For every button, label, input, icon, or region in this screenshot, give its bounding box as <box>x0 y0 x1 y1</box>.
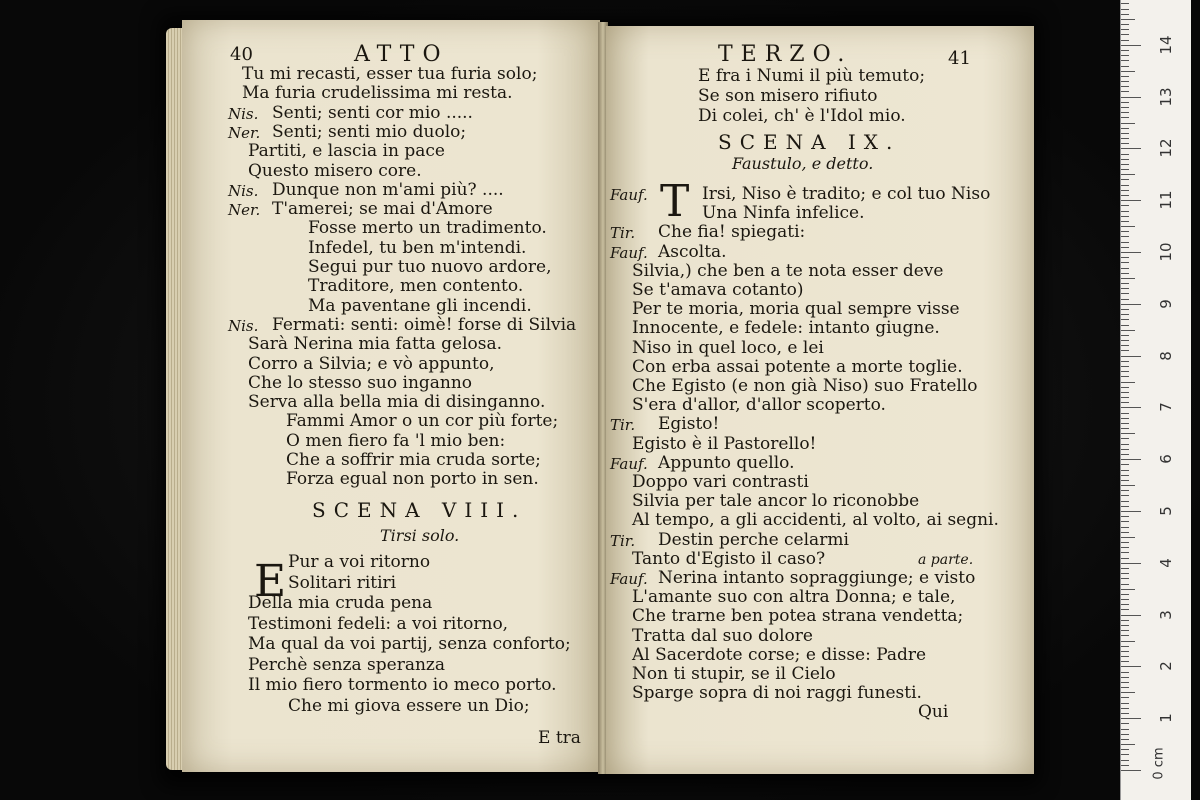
ruler-tick <box>1121 40 1129 41</box>
ruler-tick <box>1121 128 1129 129</box>
ruler-tick <box>1121 397 1129 398</box>
verse-line: Serva alla bella mia di disinganno. <box>248 392 546 413</box>
aside-note: a parte. <box>918 552 974 568</box>
ruler-tick <box>1121 495 1129 496</box>
verse-line: Solitari ritiri <box>288 572 397 593</box>
ruler-tick <box>1121 511 1141 512</box>
verse-line: Ma furia crudelissima mi resta. <box>242 83 513 104</box>
ruler-tick <box>1121 376 1129 377</box>
verse-line: Che trarne ben potea strana vendetta; <box>632 606 964 627</box>
ruler-number: 11 <box>1157 190 1175 210</box>
verse-line: Fammi Amor o un cor più forte; <box>286 411 559 432</box>
verse-line: Irsi, Niso è tradito; e col tuo Niso <box>702 184 991 204</box>
ruler-tick <box>1121 221 1129 222</box>
ruler-tick <box>1121 527 1129 528</box>
ruler-number: 6 <box>1157 454 1175 464</box>
verse-line: Che Egisto (e non già Niso) suo Fratello <box>632 376 978 396</box>
ruler-tick <box>1121 211 1129 212</box>
ruler-tick <box>1121 3 1129 4</box>
speaker-label: Tir. <box>610 531 636 550</box>
ruler-number: 1 <box>1157 713 1175 723</box>
ruler-tick <box>1121 247 1129 248</box>
ruler-tick <box>1121 60 1129 61</box>
ruler-tick <box>1121 625 1129 626</box>
ruler-tick <box>1121 45 1141 46</box>
ruler-tick <box>1121 29 1129 30</box>
ruler-tick <box>1121 584 1129 585</box>
ruler-tick <box>1121 330 1135 331</box>
ruler-tick <box>1121 340 1129 341</box>
verse-line: Se t'amava cotanto) <box>632 280 804 300</box>
verse-line: Al Sacerdote corse; e disse: Padre <box>632 644 927 665</box>
ruler-tick <box>1121 278 1135 279</box>
left-page <box>182 20 600 772</box>
ruler-tick <box>1121 361 1129 362</box>
ruler-tick <box>1121 50 1129 51</box>
ruler-tick <box>1121 309 1129 310</box>
verse-line: Ascolta. <box>658 241 727 262</box>
ruler-tick <box>1121 174 1135 175</box>
ruler-tick <box>1121 14 1129 15</box>
ruler-tick <box>1121 407 1141 408</box>
ruler-tick <box>1121 102 1129 103</box>
ruler-tick <box>1121 739 1129 740</box>
ruler-tick <box>1121 485 1135 486</box>
verse-line: Silvia per tale ancor lo riconobbe <box>632 491 920 512</box>
verse-line: Fermati: senti: oimè! forse di Silvia <box>272 314 577 335</box>
ruler-tick <box>1121 589 1135 590</box>
verse-line: E fra i Numi il più temuto; <box>698 66 926 86</box>
ruler-tick <box>1121 257 1129 258</box>
ruler-tick <box>1121 542 1129 543</box>
ruler-tick <box>1121 666 1141 667</box>
ruler-tick <box>1121 573 1129 574</box>
ruler-tick <box>1121 123 1135 124</box>
verse-line: Egisto! <box>658 414 720 435</box>
ruler-tick <box>1121 392 1129 393</box>
page-number-right: 41 <box>948 48 971 69</box>
ruler-tick <box>1121 319 1129 320</box>
catchword-left: E tra <box>538 728 581 748</box>
ruler-tick <box>1121 387 1129 388</box>
ruler-tick <box>1121 71 1135 72</box>
ruler-tick <box>1121 651 1129 652</box>
ruler-number: 3 <box>1157 609 1175 620</box>
ruler-tick <box>1121 713 1129 714</box>
ruler-tick <box>1121 729 1129 730</box>
verse-line: Fosse merto un tradimento. <box>308 218 547 239</box>
verse-line: Segui pur tuo nuovo ardore, <box>308 257 552 277</box>
verse-line: Egisto è il Pastorello! <box>632 433 817 454</box>
ruler-tick <box>1121 252 1141 253</box>
ruler-tick <box>1121 501 1129 502</box>
speaker-label: Tir. <box>610 416 636 435</box>
ruler-tick <box>1121 609 1129 610</box>
verse-line: Forza egual non porto in sen. <box>286 469 539 490</box>
ruler-tick <box>1121 200 1141 201</box>
page-number-left: 40 <box>230 44 253 65</box>
verse-line: Appunto quello. <box>658 452 795 473</box>
verse-line: Sarà Nerina mia fatta gelosa. <box>248 334 503 355</box>
scene-heading-ix: SCENA IX. <box>718 130 901 154</box>
ruler-tick <box>1121 578 1129 579</box>
drop-cap-left: E <box>254 556 287 607</box>
ruler-tick <box>1121 418 1129 419</box>
ruler-number: 10 <box>1157 242 1175 262</box>
ruler-tick <box>1121 656 1129 657</box>
ruler-tick <box>1121 299 1129 300</box>
ruler-tick <box>1121 749 1129 750</box>
ruler-tick <box>1121 268 1129 269</box>
ruler-tick <box>1121 723 1129 724</box>
verse-line: Sparge sopra di noi raggi funesti. <box>632 683 922 704</box>
verse-line: Niso in quel loco, e lei <box>632 337 824 358</box>
ruler-tick <box>1121 682 1129 683</box>
ruler-tick <box>1121 734 1129 735</box>
ruler-tick <box>1121 190 1129 191</box>
ruler-tick <box>1121 148 1141 149</box>
ruler-tick <box>1121 335 1129 336</box>
ruler-tick <box>1121 428 1129 429</box>
scene-subtitle-viii: Tirsi solo. <box>380 526 460 545</box>
ruler-tick <box>1121 547 1129 548</box>
ruler-tick <box>1121 459 1141 460</box>
ruler-tick <box>1121 226 1135 227</box>
ruler-tick <box>1121 480 1129 481</box>
drop-cap-right: T <box>660 176 690 227</box>
verse-line: Testimoni fedeli: a voi ritorno, <box>248 613 509 634</box>
ruler-number: 8 <box>1157 350 1175 361</box>
ruler-number: 7 <box>1157 402 1175 413</box>
ruler-tick <box>1121 216 1129 217</box>
ruler-tick <box>1121 630 1129 631</box>
ruler-tick <box>1121 754 1129 755</box>
ruler-tick <box>1121 444 1129 445</box>
ruler-tick <box>1121 635 1129 636</box>
verse-line: Che mi giova essere un Dio; <box>288 695 530 716</box>
ruler-tick <box>1121 117 1129 118</box>
ruler-number: 14 <box>1157 35 1175 55</box>
ruler-tick <box>1121 646 1129 647</box>
ruler-tick <box>1121 325 1129 326</box>
ruler-tick <box>1121 273 1129 274</box>
verse-line: Doppo vari contrasti <box>632 472 809 492</box>
verse-line: T'amerei; se mai d'Amore <box>272 199 493 220</box>
ruler-tick <box>1121 672 1129 673</box>
ruler-tick <box>1121 236 1129 237</box>
ruler-tick <box>1121 506 1129 507</box>
ruler-tick <box>1121 552 1129 553</box>
verse-line: S'era d'allor, d'allor scoperto. <box>632 395 886 416</box>
ruler-tick <box>1121 86 1129 87</box>
ruler-tick <box>1121 558 1129 559</box>
ruler-tick <box>1121 195 1129 196</box>
scene-heading-viii: SCENA VIII. <box>312 498 527 522</box>
verse-line: Che a soffrir mia cruda sorte; <box>286 450 541 470</box>
ruler-tick <box>1121 371 1129 372</box>
ruler-tick <box>1121 66 1129 67</box>
verse-line: Di colei, ch' è l'Idol mio. <box>698 106 906 126</box>
verse-line: Tratta dal suo dolore <box>632 625 813 646</box>
ruler-tick <box>1121 262 1129 263</box>
ruler-tick <box>1121 154 1129 155</box>
ruler-tick <box>1121 594 1129 595</box>
ruler-number: 4 <box>1157 558 1175 568</box>
ruler-tick <box>1121 283 1129 284</box>
verse-line: Infedel, tu ben m'intendi. <box>308 237 527 258</box>
ruler-tick <box>1121 138 1129 139</box>
ruler-tick <box>1121 366 1129 367</box>
ruler-tick <box>1121 288 1129 289</box>
speaker-label: Fauf. <box>610 243 648 262</box>
ruler-tick <box>1121 304 1141 305</box>
speaker-label: Fauf. <box>610 454 648 473</box>
verse-line: Traditore, men contento. <box>308 276 524 297</box>
ruler-tick <box>1121 641 1135 642</box>
ruler-tick <box>1121 718 1141 719</box>
scene-subtitle-ix: Faustulo, e detto. <box>732 154 874 173</box>
verse-line: Partiti, e lascia in pace <box>248 141 445 162</box>
verse-line: Dunque non m'ami più? .... <box>272 179 504 200</box>
ruler-tick <box>1121 677 1129 678</box>
ruler-number: 9 <box>1157 299 1175 309</box>
running-head-left: ATTO <box>354 42 449 67</box>
catchword-right: Qui <box>918 702 949 722</box>
verse-line: Questo misero core. <box>248 160 422 181</box>
ruler-tick <box>1121 143 1129 144</box>
ruler-tick <box>1121 55 1129 56</box>
verse-line: Silvia,) che ben a te nota esser deve <box>632 260 944 281</box>
verse-line: Innocente, e fedele: intanto giugne. <box>632 318 940 339</box>
ruler-tick <box>1121 765 1129 766</box>
speaker-label: Nis. <box>228 181 259 200</box>
ruler-tick <box>1121 169 1129 170</box>
ruler-tick <box>1121 563 1141 564</box>
speaker-label: Fauf. <box>610 570 648 588</box>
verse-line: Senti; senti cor mio ..... <box>272 102 473 123</box>
verse-line: O men fiero fa 'l mio ben: <box>286 430 506 451</box>
ruler-number: 12 <box>1157 138 1175 158</box>
ruler-tick <box>1121 615 1141 616</box>
ruler-tick <box>1121 24 1129 25</box>
right-page <box>606 26 1034 774</box>
ruler-tick <box>1121 345 1129 346</box>
ruler-tick <box>1121 744 1135 745</box>
verse-line: Per te moria, moria qual sempre visse <box>632 299 960 320</box>
ruler-tick <box>1121 568 1129 569</box>
ruler-tick <box>1121 423 1129 424</box>
speaker-label: Tir. <box>610 224 636 243</box>
ruler-tick <box>1121 697 1129 698</box>
ruler-tick <box>1121 34 1129 35</box>
ruler-tick <box>1121 112 1129 113</box>
verse-line: Ma qual da voi partij, senza conforto; <box>248 634 571 654</box>
ruler-tick <box>1121 770 1141 771</box>
ruler-number: 13 <box>1157 87 1175 107</box>
ruler-tick <box>1121 620 1129 621</box>
ruler-tick <box>1121 242 1129 243</box>
ruler-tick <box>1121 687 1129 688</box>
verse-line: Destin perche celarmi <box>658 529 849 550</box>
ruler-tick <box>1121 449 1129 450</box>
ruler-tick <box>1121 179 1129 180</box>
verse-line: Corro a Silvia; e vò appunto, <box>248 353 495 374</box>
ruler-tick <box>1121 382 1135 383</box>
ruler-tick <box>1121 356 1141 357</box>
verse-line: Al tempo, a gli accidenti, al volto, ai segni. <box>632 510 999 531</box>
verse-line: Una Ninfa infelice. <box>702 203 865 224</box>
verse-line: Pur a voi ritorno <box>288 552 431 572</box>
ruler-tick <box>1121 604 1129 605</box>
ruler-tick <box>1121 314 1129 315</box>
ruler-tick <box>1121 490 1129 491</box>
ruler-tick <box>1121 231 1129 232</box>
verse-line: Che lo stesso suo inganno <box>248 372 473 393</box>
ruler-tick <box>1121 521 1129 522</box>
ruler-tick <box>1121 76 1129 77</box>
ruler-tick <box>1121 532 1129 533</box>
ruler-tick <box>1121 350 1129 351</box>
verse-line: L'amante suo con altra Donna; e tale, <box>632 587 956 608</box>
verse-line: Della mia cruda pena <box>248 593 433 613</box>
ruler-tick <box>1121 599 1129 600</box>
ruler-tick <box>1121 454 1129 455</box>
verse-line: Perchè senza speranza <box>248 654 445 675</box>
verse-line: Tu mi recasti, esser tua furia solo; <box>242 64 538 84</box>
verse-line: Senti; senti mio duolo; <box>272 121 467 142</box>
ruler-tick <box>1121 438 1129 439</box>
ruler-tick <box>1121 164 1129 165</box>
ruler-tick <box>1121 537 1135 538</box>
verse-line: Che fia! spiegati: <box>658 222 806 243</box>
ruler-tick <box>1121 464 1129 465</box>
ruler-tick <box>1121 692 1135 693</box>
ruler-tick <box>1121 516 1129 517</box>
ruler-tick <box>1121 475 1129 476</box>
ruler-tick <box>1121 107 1129 108</box>
verse-line: Ma paventane gli incendi. <box>308 295 532 316</box>
verse-line: Se son misero rifiuto <box>698 86 878 106</box>
speaker-label: Ner. <box>228 201 261 220</box>
ruler-tick <box>1121 760 1129 761</box>
speaker-label: Nis. <box>228 104 259 123</box>
measuring-ruler <box>1120 0 1191 800</box>
ruler-tick <box>1121 97 1141 98</box>
ruler-tick <box>1121 91 1129 92</box>
ruler-tick <box>1121 133 1129 134</box>
ruler-tick <box>1121 9 1129 10</box>
ruler-tick <box>1121 703 1129 704</box>
ruler-tick <box>1121 413 1129 414</box>
ruler-tick <box>1121 159 1129 160</box>
ruler-unit-label: 0 cm <box>1151 747 1167 780</box>
ruler-number: 5 <box>1157 506 1175 516</box>
ruler-tick <box>1121 293 1129 294</box>
ruler-tick <box>1121 708 1129 709</box>
ruler-tick <box>1121 470 1129 471</box>
speaker-label: Fauf. <box>610 186 648 204</box>
ruler-number: 2 <box>1157 661 1175 672</box>
ruler-tick <box>1121 661 1129 662</box>
ruler-tick <box>1121 205 1129 206</box>
ruler-tick <box>1121 185 1129 186</box>
verse-line: Il mio fiero tormento io meco porto. <box>248 675 557 695</box>
speaker-label: Ner. <box>228 123 261 142</box>
speaker-label: Nis. <box>228 316 259 335</box>
ruler-tick <box>1121 402 1129 403</box>
running-head-right: TERZO. <box>718 42 853 67</box>
ruler-tick <box>1121 433 1135 434</box>
ruler-tick <box>1121 81 1129 82</box>
verse-line: Non ti stupir, se il Cielo <box>632 664 836 684</box>
verse-line: Con erba assai potente a morte toglie. <box>632 356 963 377</box>
ruler-tick <box>1121 19 1135 20</box>
verse-line: Nerina intanto sopraggiunge; e visto <box>658 568 976 588</box>
verse-line: Tanto d'Egisto il caso? <box>632 548 826 569</box>
